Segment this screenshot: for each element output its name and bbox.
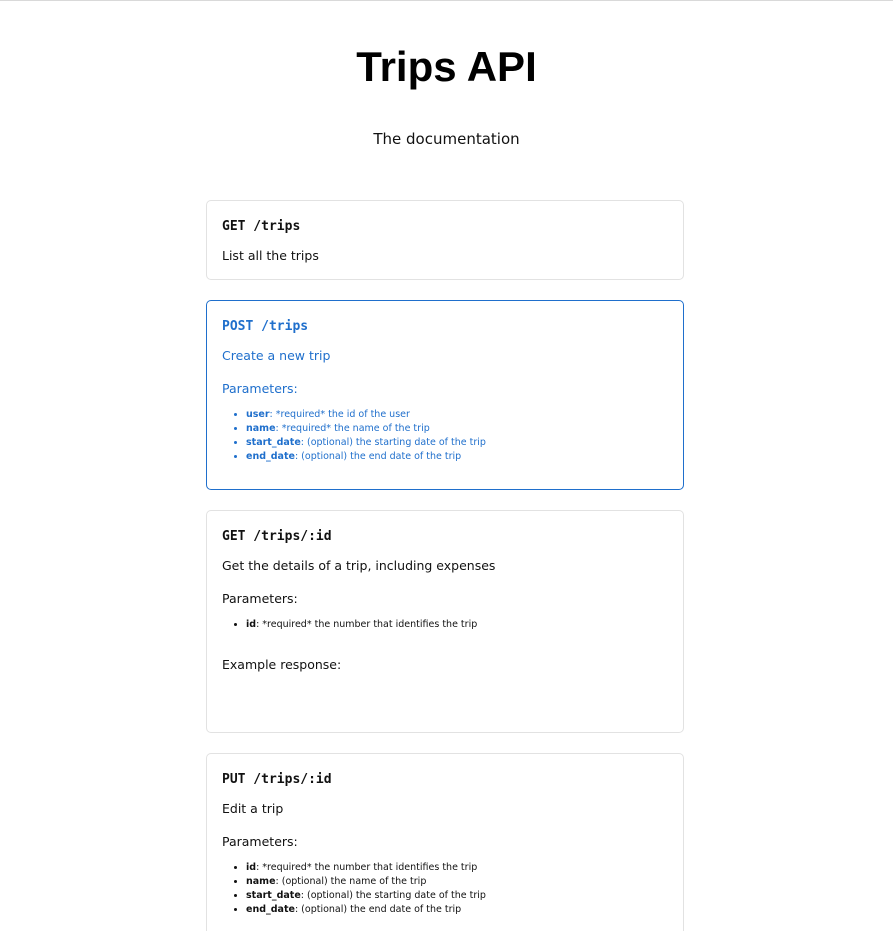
endpoint-signature: GET /trips	[222, 219, 301, 234]
parameter-item	[246, 436, 486, 450]
parameter-description: : *required* the number that identifies the trip	[256, 619, 478, 630]
parameters-heading: Parameters:	[222, 591, 298, 606]
parameter-name: id	[246, 862, 257, 873]
parameter-item	[246, 861, 486, 875]
parameter-name: user	[246, 409, 270, 420]
parameter-description: : (optional) the end date of the trip	[294, 451, 462, 462]
parameter-item	[246, 408, 486, 422]
parameter-item	[246, 903, 486, 917]
parameter-description: : *required* the name of the trip	[275, 423, 430, 434]
top-divider	[0, 0, 893, 1]
endpoint-description: Get the details of a trip, including expenses	[222, 558, 496, 573]
endpoint-description: Edit a trip	[222, 801, 284, 816]
parameter-description: : (optional) the starting date of the trip	[300, 890, 486, 901]
parameters-heading: Parameters:	[222, 381, 298, 396]
parameter-item	[246, 618, 477, 632]
endpoint-card-post-trips[interactable]	[206, 300, 684, 490]
parameter-list	[222, 861, 486, 917]
parameter-name: id	[246, 619, 257, 630]
parameters-heading: Parameters:	[222, 834, 298, 849]
endpoint-card-get-trip-by-id[interactable]	[206, 510, 684, 733]
parameter-name: start_date	[246, 437, 301, 448]
parameter-name: end_date	[246, 904, 295, 915]
parameter-name: name	[246, 876, 276, 887]
parameter-description: : (optional) the name of the trip	[275, 876, 427, 887]
parameter-item	[246, 422, 486, 436]
endpoint-card-put-trip-by-id[interactable]	[206, 753, 684, 931]
example-response-heading: Example response:	[222, 657, 342, 672]
parameter-name: name	[246, 423, 276, 434]
endpoint-signature: GET /trips/:id	[222, 529, 332, 544]
page-subtitle: The documentation	[373, 130, 520, 148]
parameter-list	[222, 618, 477, 632]
parameter-list	[222, 408, 486, 464]
endpoint-signature: POST /trips	[222, 319, 309, 334]
parameter-item	[246, 889, 486, 903]
parameter-description: : (optional) the starting date of the trip	[300, 437, 486, 448]
page-title: Trips API	[356, 43, 537, 90]
parameter-item	[246, 450, 486, 464]
endpoint-signature: PUT /trips/:id	[222, 772, 332, 787]
parameter-name: end_date	[246, 451, 295, 462]
parameter-item	[246, 875, 486, 889]
parameter-description: : *required* the number that identifies the trip	[256, 862, 478, 873]
endpoint-description: Create a new trip	[222, 348, 331, 363]
parameter-description: : *required* the id of the user	[269, 409, 410, 420]
endpoint-description: List all the trips	[222, 248, 319, 263]
parameter-description: : (optional) the end date of the trip	[294, 904, 462, 915]
endpoint-card-get-trips[interactable]	[206, 200, 684, 280]
parameter-name: start_date	[246, 890, 301, 901]
